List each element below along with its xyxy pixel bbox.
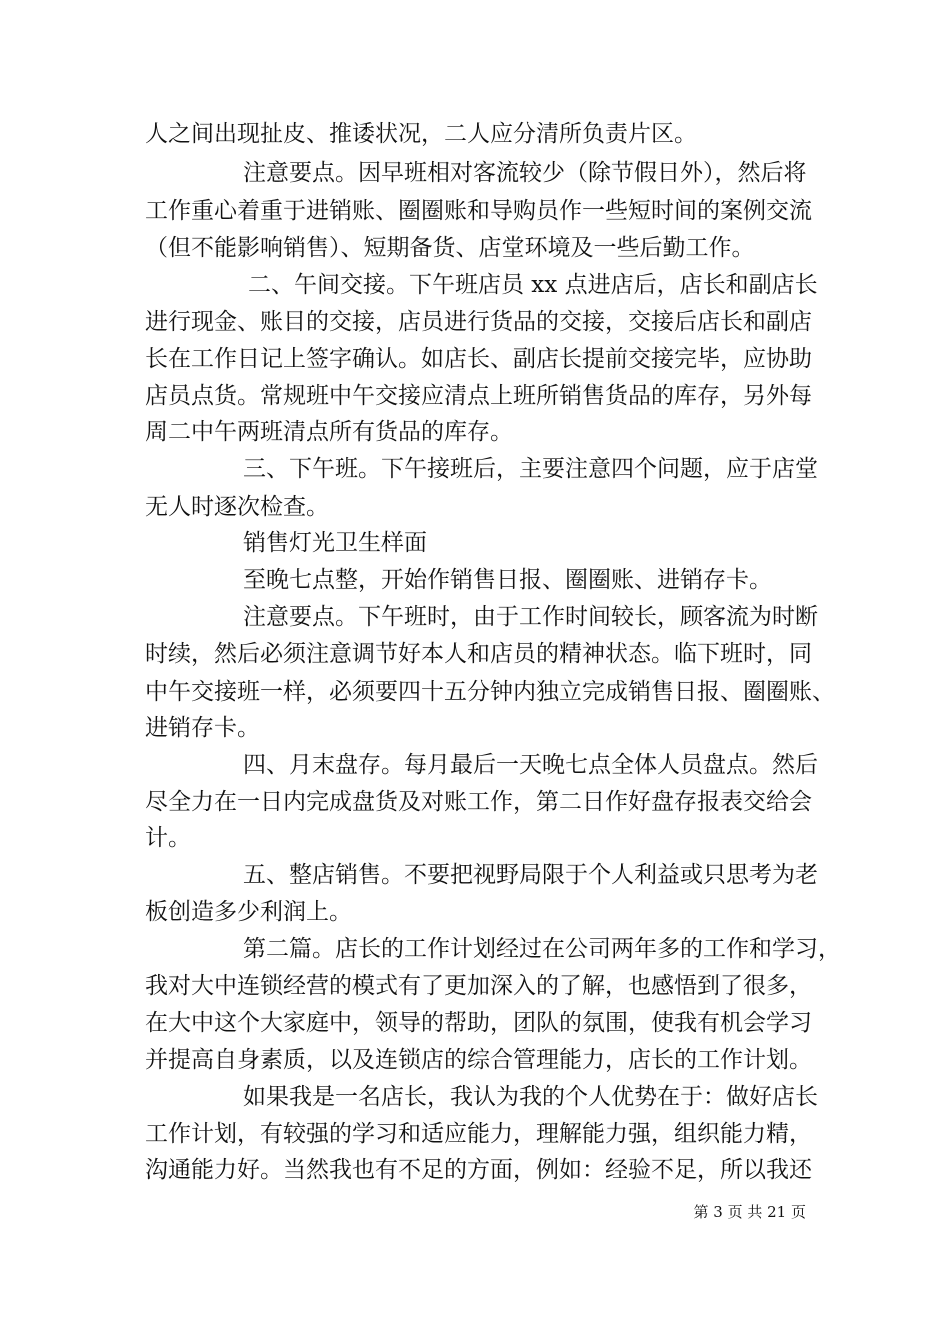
text-line: 五、整店销售。不要把视野局限于个人利益或只思考为老 [243,862,818,888]
text-line: 如果我是一名店长，我认为我的个人优势在于：做好店长 [243,1084,818,1110]
text-line: 进行现金、账目的交接，店员进行货品的交接，交接后店长和副店 [145,309,812,335]
text-line: 至晚七点整，开始作销售日报、圈圈账、进销存卡。 [243,567,772,593]
text-line: 店员点货。常规班中午交接应清点上班所销售货品的库存，另外每 [145,383,812,409]
text-line: 三、下午班。下午接班后，主要注意四个问题，应于店堂 [243,456,818,482]
text-line: 注意要点。下午班时，由于工作时间较长，顾客流为时断 [243,604,818,630]
text-line: 无人时逐次检查。 [145,494,329,520]
text-line: 尽全力在一日内完成盘货及对账工作，第二日作好盘存报表交给会 [145,789,812,815]
text-line: 长在工作日记上签字确认。如店长、副店长提前交接完毕，应协助 [145,346,812,372]
text-line: 周二中午两班清点所有货品的库存。 [145,419,513,445]
text-line: 时续，然后必须注意调节好本人和店员的精神状态。临下班时，同 [145,641,812,667]
text-line: 第二篇。店长的工作计划经过在公司两年多的工作和学习， [243,936,841,962]
text-line: 工作重心着重于进销账、圈圈账和导购员作一些短时间的案例交流 [145,198,812,224]
text-line: （但不能影响销售）、短期备货、店堂环境及一些后勤工作。 [145,235,755,261]
text-line: 人之间出现扯皮、推诿状况，二人应分清所负责片区。 [145,121,697,147]
text-line: 进销存卡。 [145,715,260,741]
text-line: 中午交接班一样，必须要四十五分钟内独立完成销售日报、圈圈账、 [145,679,835,705]
text-line: 沟通能力好。当然我也有不足的方面，例如：经验不足，所以我还 [145,1157,812,1183]
text-line: 我对大中连锁经营的模式有了更加深入的了解，也感悟到了很多， [145,973,812,999]
page-number: 第 3 页 共 21 页 [693,1203,806,1221]
text-line: 并提高自身素质，以及连锁店的综合管理能力，店长的工作计划。 [145,1047,812,1073]
text-line: 板创造多少利润上。 [145,899,352,925]
text-line: 注意要点。因早班相对客流较少（除节假日外），然后将 [243,160,807,186]
text-line: 二、午间交接。下午班店员 xx 点进店后，店长和副店长 [248,272,818,298]
text-line: 销售灯光卫生样面 [243,530,427,556]
text-line: 四、月末盘存。每月最后一天晚七点全体人员盘点。然后 [243,752,818,778]
text-line: 在大中这个大家庭中，领导的帮助，团队的氛围，使我有机会学习 [145,1010,812,1036]
text-line: 工作计划，有较强的学习和适应能力，理解能力强，组织能力精， [145,1121,812,1147]
text-line: 计。 [145,825,191,851]
